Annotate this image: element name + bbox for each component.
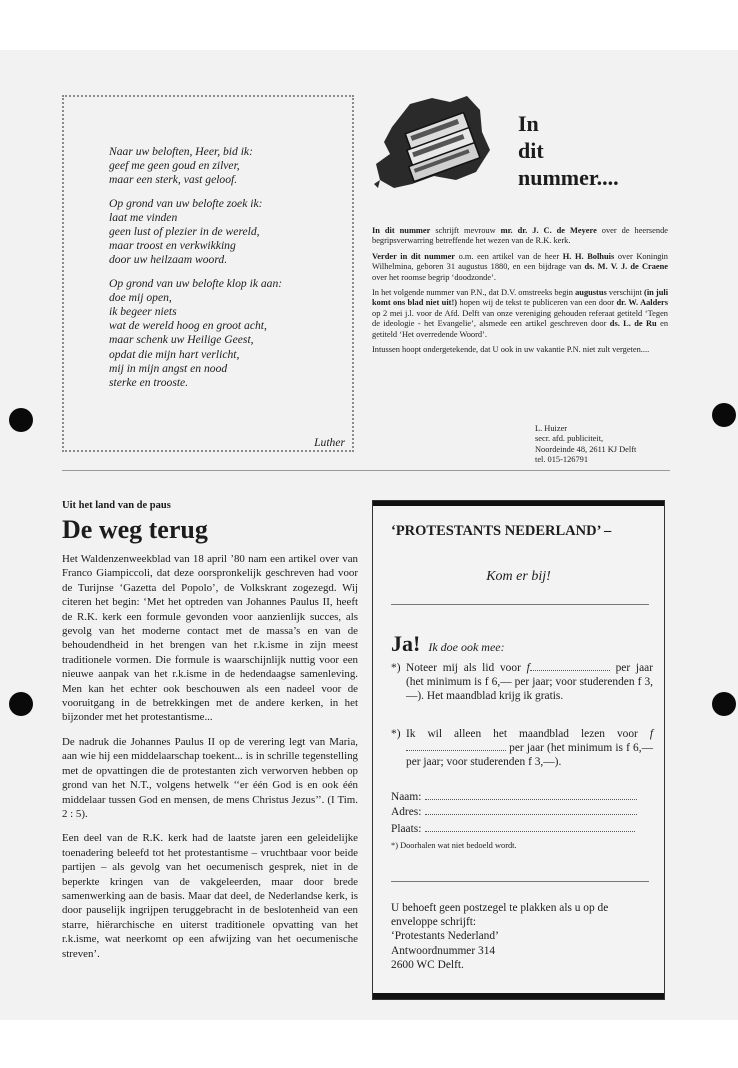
intro-paragraph: [372, 345, 668, 355]
article-headline: De weg terug: [62, 515, 208, 544]
coupon-postal-info: [391, 901, 653, 972]
intro-text-run: verschijnt: [606, 288, 645, 298]
poem-line: maar troost en verkwikking: [109, 239, 236, 253]
coupon-top-bar: [373, 501, 664, 506]
poem-line: Op grond van uw belofte zoek ik:: [109, 196, 263, 210]
title-line: nummer....: [518, 165, 619, 190]
ja-sublabel: Ik doe ook mee:: [428, 640, 505, 654]
in-dit-nummer-title: [518, 110, 619, 191]
intro-bold-run: ds. M. V. J. de Craene: [584, 262, 669, 272]
amount-line-magazine[interactable]: [406, 750, 506, 751]
poem-line: sterke en trooste.: [109, 376, 189, 390]
option-bullet: *): [391, 728, 401, 740]
membership-coupon: [372, 500, 665, 1000]
intro-text-run: over het roomse begrip ‘doodzonde’.: [372, 272, 496, 282]
intro-bold-run: (in juli komt ons blad niet uit!): [372, 288, 669, 308]
poem-stanza-1: [109, 145, 319, 188]
punch-hole-right-top: [712, 403, 736, 427]
poem-line: Op grond van uw belofte klop ik aan:: [109, 276, 283, 290]
intro-text-run: en getiteld ‘Het overredende Woord’.: [372, 319, 669, 339]
poem: [109, 145, 345, 449]
netherlands-map-with-magazines-icon: [372, 92, 502, 192]
poem-stanza-2: [109, 197, 319, 268]
title-line: dit: [518, 138, 544, 163]
coupon-divider: [391, 604, 649, 605]
article-paragraph: Het Waldenzenweekblad van 18 april ’80 nam een artikel over van Franco Giampiccoli, dat deze oorspronkelijk geschreven had voor de Turijnse ‘Gazetta del Popolo’, de Volkskrant zogezegd. Wij citeren het begin: ‘Met het optreden van Johannes Paulus II, heeft de R.K. kerk een formule gevonden voor aanzienlijk succes, als gevolg van het moderne contact met de massa’s en van de behoudendheid in het brengen van het r.k.isme in zijn meest traditionele vormen. Die formule is waarschijnlijk nuttig voor een nieuwe aanpak van het r.k.isme in de hedendaagse samenleving. Men kan het echter ook beschouwen als een nadeel voor de vooruitgang in de betrekkingen met de andere kerken, in het bijzonder met het protestantisme...: [62, 553, 358, 724]
poem-stanza-3: [109, 277, 319, 391]
intro-bold-run: H. H. Bolhuis: [562, 251, 615, 261]
intro-bold-run: augustus: [575, 288, 607, 298]
naam-field[interactable]: Naam:: [391, 791, 653, 803]
coupon-bottom-bar: [373, 993, 664, 999]
intro-text-run: schrijft mevrouw: [430, 226, 501, 235]
coupon-divider: [391, 881, 649, 882]
ja-heading: [391, 631, 505, 657]
poem-line: wat de wereld hoog en groot acht,: [109, 319, 267, 333]
article-paragraph: Een deel van de R.K. kerk had de laatste jaren een geleidelijke toenadering beleefd tot het protestantisme – vruchtbaar voor beide partijen – als gevolg van het oecumenisch gesprek, niet in de beperkte kringen van de vakgeleerden, maar door brede samenwerking aan de basis. Maar dat deel, de Nederlandse kerk, is door pauselijk ingrijpen teruggebracht in de beslotenheid van een starre, hiërarchische en uiterst traditionele opvatting van het r.k.isme, wat neerkomt op een afwijzing van het oecumenische streven’.: [62, 832, 358, 960]
coupon-subtitle: Kom er bij!: [486, 569, 551, 584]
poem-line: geen lust of plezier in de wereld,: [109, 225, 260, 239]
plaats-field[interactable]: Plaats:: [391, 823, 653, 835]
adres-line[interactable]: [425, 814, 637, 815]
naam-line[interactable]: [425, 799, 637, 800]
signature-line: Noordeinde 48, 2611 KJ Delft: [535, 444, 637, 454]
intro-text-run: hopen wij de tekst te publiceren van een door: [457, 298, 617, 308]
in-dit-nummer-text: [372, 226, 668, 360]
article-body: [62, 552, 358, 971]
intro-text-run: Intussen hoopt ondergetekende, dat U ook in uw vakantie P.N. niet zult vergeten....: [372, 345, 650, 355]
poem-line: mij in mijn angst en nood: [109, 361, 228, 375]
poem-box: [62, 95, 354, 452]
postal-line: 2600 WC Delft.: [391, 958, 464, 971]
coupon-title: ‘PROTESTANTS NEDERLAND’ –: [391, 523, 612, 539]
signature-line: L. Huizer: [535, 424, 568, 433]
intro-text-run: o.m. een artikel van de heer: [455, 251, 563, 261]
adres-field[interactable]: Adres:: [391, 806, 653, 818]
poem-line: door uw heilzaam woord.: [109, 253, 228, 267]
intro-bold-run: dr. W. Aalders: [616, 298, 668, 308]
poem-author: Luther: [314, 436, 345, 449]
plaats-line[interactable]: [425, 831, 635, 832]
poem-line: maar schenk uw Heilige Geest,: [109, 333, 254, 347]
intro-text-run: over Koningin Wilhelmina, geboren 31 augustus 1880, en een bijdrage van: [372, 251, 668, 272]
intro-bold-run: In dit nummer: [372, 226, 431, 235]
intro-bold-run: mr. dr. J. C. de Meyere: [500, 226, 597, 235]
intro-paragraph: [372, 252, 668, 283]
intro-bold-run: ds. L. de Ru: [609, 319, 657, 329]
poem-line: ik begeer niets: [109, 305, 177, 319]
poem-line: maar een sterk, vast geloof.: [109, 173, 238, 187]
poem-line: laat me vinden: [109, 210, 178, 224]
intro-text-run: op 2 mei j.l. voor de Afd. Delft van onze vereniging gehouden referaat getiteld ‘Tegen de ideologie - het Evangelie’, alsmede een artikel geschreven door: [372, 308, 668, 329]
article-kicker: Uit het land van de paus: [62, 500, 171, 511]
article-paragraph: De nadruk die Johannes Paulus II op de verering legt van Maria, aan wie hij een middelaarschap toekent... is in schrille tegenstelling met de opvattingen die de protestanten zich verworven hebben op grond van het N.T., volgens hetwelk ‘‘er één God is en ook één middelaar tussen God en mensen, de mens Christus Jezus’’. (I Tim. 2 : 5).: [62, 735, 358, 820]
option-bullet: *): [391, 662, 401, 674]
poem-line: opdat die mijn hart verlicht,: [109, 347, 240, 361]
postal-line: Antwoordnummer 314: [391, 944, 496, 957]
option-member-text: Noteer mij als lid voor f per jaar (het minimum is f 6,— per jaar; voor studerenden f 3,—). Het maandblad krijg ik gratis.: [406, 662, 653, 703]
poem-line: doe mij open,: [109, 290, 172, 304]
postal-line: ‘Protestants Nederland’: [391, 930, 499, 943]
amount-line-member[interactable]: [530, 670, 610, 671]
signature-line: tel. 015-126791: [535, 455, 589, 465]
poem-line: geef me geen goud en zilver,: [109, 159, 240, 173]
punch-hole-left-bottom: [9, 692, 33, 716]
intro-text-run: In het volgende nummer van P.N., dat D.V. omstreeks begin: [372, 288, 576, 298]
title-line: In: [518, 111, 539, 136]
signature-block: [535, 424, 636, 466]
option-magazine-only[interactable]: [391, 727, 653, 770]
coupon-footnote: *) Doorhalen wat niet bedoeld wordt.: [391, 841, 517, 850]
poem-line: Naar uw beloften, Heer, bid ik:: [109, 145, 253, 158]
intro-paragraph: [372, 288, 668, 340]
signature-line: secr. afd. publiciteit,: [535, 434, 604, 444]
section-divider: [62, 470, 670, 471]
postal-line: enveloppe schrijft:: [391, 916, 477, 929]
magazine-page: [0, 50, 738, 1020]
postal-line: U behoeft geen postzegel te plakken als u op de: [391, 902, 609, 914]
intro-paragraph: [372, 226, 668, 247]
punch-hole-left-top: [9, 408, 33, 432]
intro-text-run: over de heersende begripsverwarring betreffende het wezen van de R.K. kerk.: [372, 226, 668, 246]
option-magazine-text: Ik wil alleen het maandblad lezen voor f per jaar (het minimum is f 6,— per jaar; voor studerenden f 3,—).: [406, 728, 653, 769]
punch-hole-right-bottom: [712, 692, 736, 716]
intro-bold-run: Verder in dit nummer: [372, 251, 456, 261]
option-member[interactable]: [391, 661, 653, 704]
ja-label: Ja!: [391, 631, 421, 656]
